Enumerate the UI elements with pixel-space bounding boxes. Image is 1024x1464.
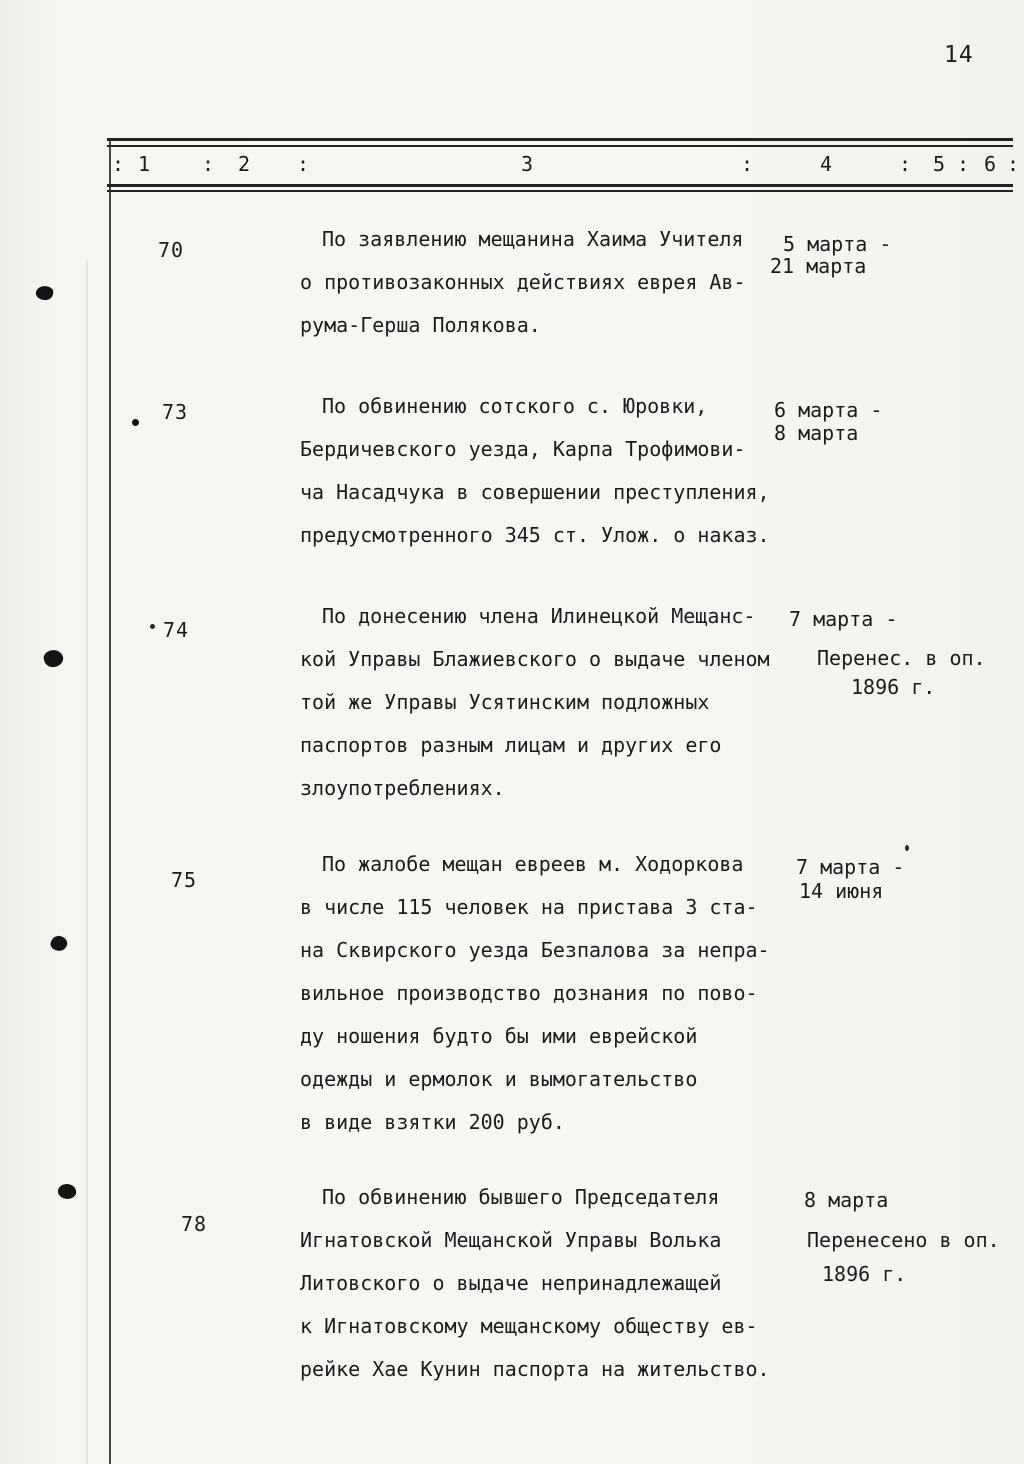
entry-description-line: той же Управы Усятинским подложных: [300, 690, 710, 714]
table-top-rule-1: [107, 138, 1013, 141]
entry-description-line: Бердичевского уезда, Карпа Трофимови-: [300, 437, 746, 461]
ink-speck: [150, 624, 155, 629]
entry-number: 73: [162, 400, 189, 424]
entry-date: 21 марта: [770, 254, 867, 278]
ink-blot: [35, 284, 55, 301]
entry-description: [300, 843, 820, 1144]
entry-number: 74: [163, 618, 190, 642]
header-column-1: 1: [138, 152, 151, 176]
table-top-rule-2: [107, 145, 1013, 147]
entry-date: 7 марта -: [789, 607, 898, 631]
entry-description-line: в числе 115 человек на пристава 3 ста-: [300, 895, 758, 919]
ink-blot: [57, 1183, 77, 1201]
entry-description-line: к Игнатовскому мещанскому обществу ев-: [300, 1314, 758, 1338]
header-separator: :: [957, 152, 970, 176]
page-number: 14: [944, 42, 974, 68]
entry-description-line: По заявлению мещанина Хаима Учителя: [322, 227, 744, 251]
ink-blot: [49, 933, 70, 953]
header-separator: :: [899, 152, 912, 176]
entry-description-line: По жалобе мещан евреев м. Ходоркова: [322, 852, 744, 876]
header-separator: :: [1007, 152, 1020, 176]
entry-date: 7 марта -: [796, 855, 905, 879]
entry-description-line: предусмотренного 345 ст. Улож. о наказ.: [300, 523, 770, 547]
entry-description: [300, 595, 820, 810]
entry-date: 6 марта -: [774, 398, 883, 422]
header-separator: :: [741, 152, 754, 176]
table-header-bottom-rule-2: [107, 190, 1013, 192]
ink-blot: [132, 419, 139, 426]
ink-speck: [905, 845, 909, 851]
header-column-4: 4: [820, 152, 833, 176]
entry-description-line: ча Насадчука в совершении преступления,: [300, 480, 770, 504]
entry-description-line: кой Управы Блажиевского о выдаче членом: [300, 647, 770, 671]
entry-number: 78: [181, 1212, 208, 1236]
scan-edge-line: [86, 260, 88, 1464]
entry-date: 8 марта: [774, 421, 859, 445]
entry-note: Перенесено в оп.: [807, 1228, 1000, 1252]
entry-description-line: на Сквирского уезда Безпалова за непра-: [300, 938, 770, 962]
entry-note: 1896 г.: [851, 675, 936, 699]
entry-description-line: рейке Хае Кунин паспорта на жительство.: [300, 1357, 770, 1381]
header-column-2: 2: [238, 152, 251, 176]
entry-description-line: рума-Герша Полякова.: [300, 313, 541, 337]
entry-date: 8 марта: [804, 1188, 889, 1212]
entry-number: 75: [171, 868, 198, 892]
entry-description-line: По обвинению сотского с. Юровки,: [322, 394, 708, 418]
ink-blot: [42, 647, 65, 669]
header-column-6: 6: [984, 152, 997, 176]
entry-description-line: Игнатовской Мещанской Управы Волька: [300, 1228, 722, 1252]
entry-date: 5 марта -: [783, 232, 892, 256]
entry-description: [300, 385, 820, 557]
header-separator: :: [202, 152, 215, 176]
header-column-3: 3: [521, 152, 534, 176]
header-separator: :: [112, 152, 125, 176]
entry-description-line: вильное производство дознания по пово-: [300, 981, 758, 1005]
table-header-bottom-rule-1: [107, 184, 1013, 187]
entry-description-line: ду ношения будто бы ими еврейской: [300, 1024, 698, 1048]
entry-description-line: злоупотреблениях.: [300, 776, 505, 800]
entry-description-line: одежды и ермолок и вымогательство: [300, 1067, 698, 1091]
entry-note: Перенес. в оп.: [817, 646, 986, 670]
entry-description: [300, 218, 820, 347]
header-separator: :: [297, 152, 310, 176]
entry-description-line: По донесению члена Илинецкой Мещанс-: [322, 604, 756, 628]
table-left-border: [109, 138, 111, 1464]
entry-description: [300, 1176, 820, 1391]
entry-note: 1896 г.: [822, 1262, 907, 1286]
entry-description-line: о противозаконных действиях еврея Ав-: [300, 270, 746, 294]
entry-description-line: паспортов разным лицам и других его: [300, 733, 722, 757]
entry-description-line: Литовского о выдаче непринадлежащей: [300, 1271, 722, 1295]
entry-number: 70: [158, 238, 185, 262]
header-column-5: 5: [933, 152, 946, 176]
entry-description-line: в виде взятки 200 руб.: [300, 1110, 565, 1134]
entry-date: 14 июня: [799, 879, 884, 903]
entry-description-line: По обвинению бывшего Председателя: [322, 1185, 720, 1209]
